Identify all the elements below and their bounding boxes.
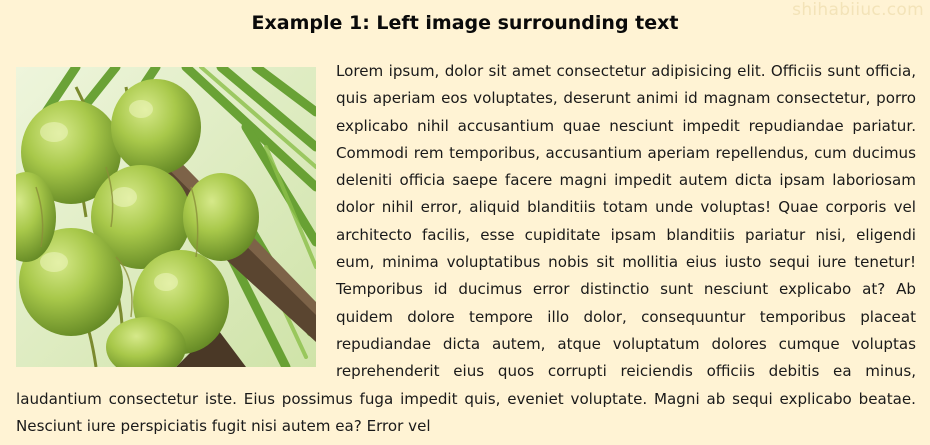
coconut-image	[16, 67, 316, 367]
paragraph-text: Lorem ipsum, dolor sit amet consectetur adipisicing elit. Officiis sunt officia, quis aperiam eos voluptates, deserunt animi id magnam consectetur, porro explicabo nihil accusantium quae nesciunt impedit repudiandae pariatur. Commodi rem temporibus, accusantium aperiam repellendus, cum ducimus deleniti officia saepe facere magni impedit autem dicta ipsam laboriosam dolor nihil error, aliquid blanditiis totam unde voluptas! Quae corporis vel architecto facilis, esse cupiditate ipsam blanditiis pariatur nisi, eligendi eum, minima voluptatibus nobis sit mollitia eius iusto sequi iure tenetur! Temporibus id ducimus error distinctio sunt nesciunt explicabo at? Ab quidem dolore tempore illo dolor, consequuntur temporibus placeat repudiandae dicta autem, atque voluptatum dolores cumque voluptas reprehenderit eius quos corrupti reiciendis officiis debitis ea minus, laudantium consectetur iste. Eius possimus fuga impedit quis, eveniet voluptate. Magni ab sequi explicabo beatae. Nesciunt iure perspiciatis fugit nisi autem ea? Error vel	[16, 62, 916, 435]
watermark: shihabiiuc.com	[792, 0, 924, 20]
article-content	[16, 58, 916, 440]
page-heading: Example 1: Left image surrounding text	[251, 12, 679, 34]
